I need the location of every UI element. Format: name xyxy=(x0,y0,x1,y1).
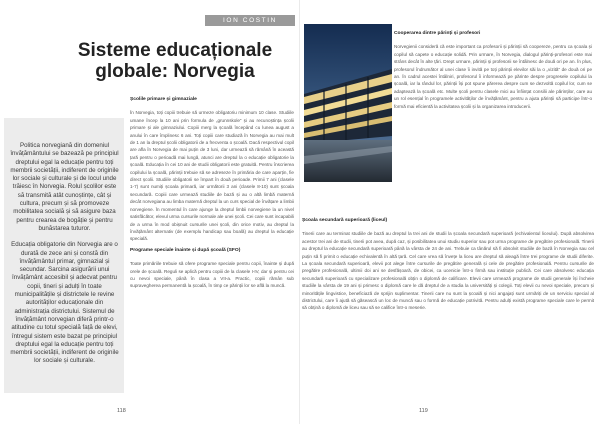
section-heading-secondary: Școala secundară superioară (liceul) xyxy=(302,218,388,223)
secondary-school-column xyxy=(302,217,594,316)
page-title: Sisteme educaționale globale: Norvegia xyxy=(77,40,273,82)
section-heading-primary: Școlile primare și gimnaziale xyxy=(130,97,197,102)
body-paragraph: Toate primăriile trebuie să ofere programe speciale pentru copii, înainte și după orele de școală. Reguli se aplică pentru copiii de la clasele I-IV, dar și pentru cei cu nevoi speciale, până în clasa a VII-a. Practic, copiii rămân sub supravegherea permanentă la școală, în timp ce părinții lor se află la muncă. xyxy=(130,261,294,289)
body-paragraph: În Norvegia, toți copiii trebuie să urmeze obligatoriu minimum 10 clase. Studiile umane încep la 10 ani prin formula de „grunnskole” și au recunoștința școlii primare și ale gimnaziului. Copiii merg la școală începând cu lunea august a anului în care împlinesc 6 ani. Toți copiii care studiază în Norvegia au mai mult de 1 an la dreptul școlii obligatorii de a frecventa o școală. Dacă respectivul copil are afla în Norvegia de mai puțin de 3 luni, dar urmează să rămână în această țară pentru o perioadă mai lungă, atunci are dreptul la o educație obligatorie la școală. Educația în cei 10 ani de studii obligatorii este gratuită. Pentru înscrierea copilului la școală, părinții trebuie să se adreseze în primăria de care aparțin, fie direct școlii. Studiile obligatorii se împart în două perioade. Primii 7 ani (clasele 1-7) sunt numiți școala primară, iar următorii 3 ani (clasele 8-10) sunt școala secundară. Copiii care urmează studiile de bază și au o altă limbă maternă decât norvegiana au limba maternă dreptul la un curs special de învățare a limbii norvegiene. În momentul în care ajunge la dreptul limbii norvegiene la un nivel satisfăcător, elevul urma cursurile normale ale unei școli. Cei care sunt incapabili de a urma în mod obișnuit cursurile unei școli, din orice motiv, au dreptul la învățământ alternativ (de exemplu handicap sau boală) au dreptul la educație specială. xyxy=(130,110,294,242)
primary-schools-column xyxy=(130,96,294,294)
section-heading-sfo: Programe speciale înainte și după școală (SFO) xyxy=(130,247,241,253)
section-heading-cooperation: Cooperarea dintre părinți și profesori xyxy=(394,31,481,36)
body-paragraph: Tinerii care au terminat studiile de bază au dreptul la trei ani de studii la școala secundară superioară (echivalentul liceului). După absolvirea acestor trei ani de studii, tinerii pot avea, după caz, și posibilitatea unui studiu superior sau pot urma programe de pregătire profesională. Tinerii au dreptul la educație secundară superioară până la vârsta de 24 de ani. Trebuie ca tânărul să fi absolvit studiile de bază în Norvegia sau cel puțin să fi primit o educație echivalentă în altă țară. Cel care vrea să învețe la liceu are dreptul să aleagă între trei programe de studii diferite. La școala secundară superioară, elevii pot alege între cursurile de pregătire generală și cele de pregătire profesională. Pentru cursurile de pregătire profesională, ultimii doi ani se desfășoară, de obicei, ca ucenicie într-o firmă sau instituție publică. Cei care absolvesc educația secundară superioară cu specializare profesională obțin o diplomă de calificare. Elevii care urmează programe de studii generale își încheie studiile la vârsta de 19 ani și primesc o diplomă care le dă dreptul de a studia la universități și colegii. Toți elevii cu nevoi speciale, precum și minoritățile lingvistice, beneficiază de sprijin suplimentar. Tinerii care nu sunt la școală și nici angajați sunt urmăriți de un serviciu special al districtului, care îi ajută să găsească un loc de muncă sau o formă de educație potrivită. Pentru adulți există programe speciale care le permit să obțină o diplomă de liceu sau să se califice într-o meserie. xyxy=(302,231,594,311)
page-number-right: 119 xyxy=(419,408,428,414)
right-page xyxy=(300,0,600,424)
intro-sidebar xyxy=(4,118,124,393)
body-paragraph: Norvegienii consideră că este important ca profesorii și părinții să coopereze, pentru ca școala și copilul să capete o educație solidă. Prin urmare, în Norvegia, dialogul părinți-profesori este mai strâns decât în alte țări. Drept urmare, părinții și profesorii se întâlnesc de două ori pe an. În plus, profesorul îndrumător al unei clase îi invită pe toți părinții elevilor săi la o „vizită” de două ori pe an. În cadrul acestei întâlniri, profesorul îi informează pe părinte despre progresele copilului la școală, iar la rândul lor, părinții își pot spune părerea despre cum se dezvoltă copilul lor, cum se adaptează la școală etc. Multe școli pentru clasele mici au înființat consilii ale părinților, care au un rol esențial în programele activităților de învățământ, pentru a ajuta părinții să participe într-o formă mai eficientă la activitatea școlii și la organizarea introducerii. xyxy=(394,44,592,109)
sidebar-paragraph: Educația obligatorie din Norvegia are o durată de zece ani și constă din învățământul primar, gimnazial și secundar. Sarcina asigurării unui învățământ accesibil și adecvat pentru copii, tineri și adulți în toate municipalitățile și districtele le revine autorităților educaționale din administrația districtului. Sistemul de învățământ norvegian diferă printr-o atitudine cu totul specială față de elevi, întregul sistem este bazat pe principiul dreptului egal la educație pentru toți membrii societății, indiferent de originile lor sociale și culturale. xyxy=(10,241,119,365)
author-label: ION COSTIN xyxy=(205,15,295,26)
cooperation-column xyxy=(394,30,592,114)
school-building-photo xyxy=(304,24,392,182)
sidebar-paragraph: Politica norvegiană din domeniul învățământului se bazează pe principiul dreptului egal la educație pentru toți membrii societății, indiferent de originile lor sociale și culturale și de locul unde trăiesc în Norvegia. Rolul școlilor este să transmită atât cunoștințe, cât și cultura, precum și să promoveze mobilitatea socială și să asigure baza pentru crearea de bogăție și pentru bunăstarea tuturor. xyxy=(10,142,119,232)
page-number-left: 118 xyxy=(117,408,126,414)
